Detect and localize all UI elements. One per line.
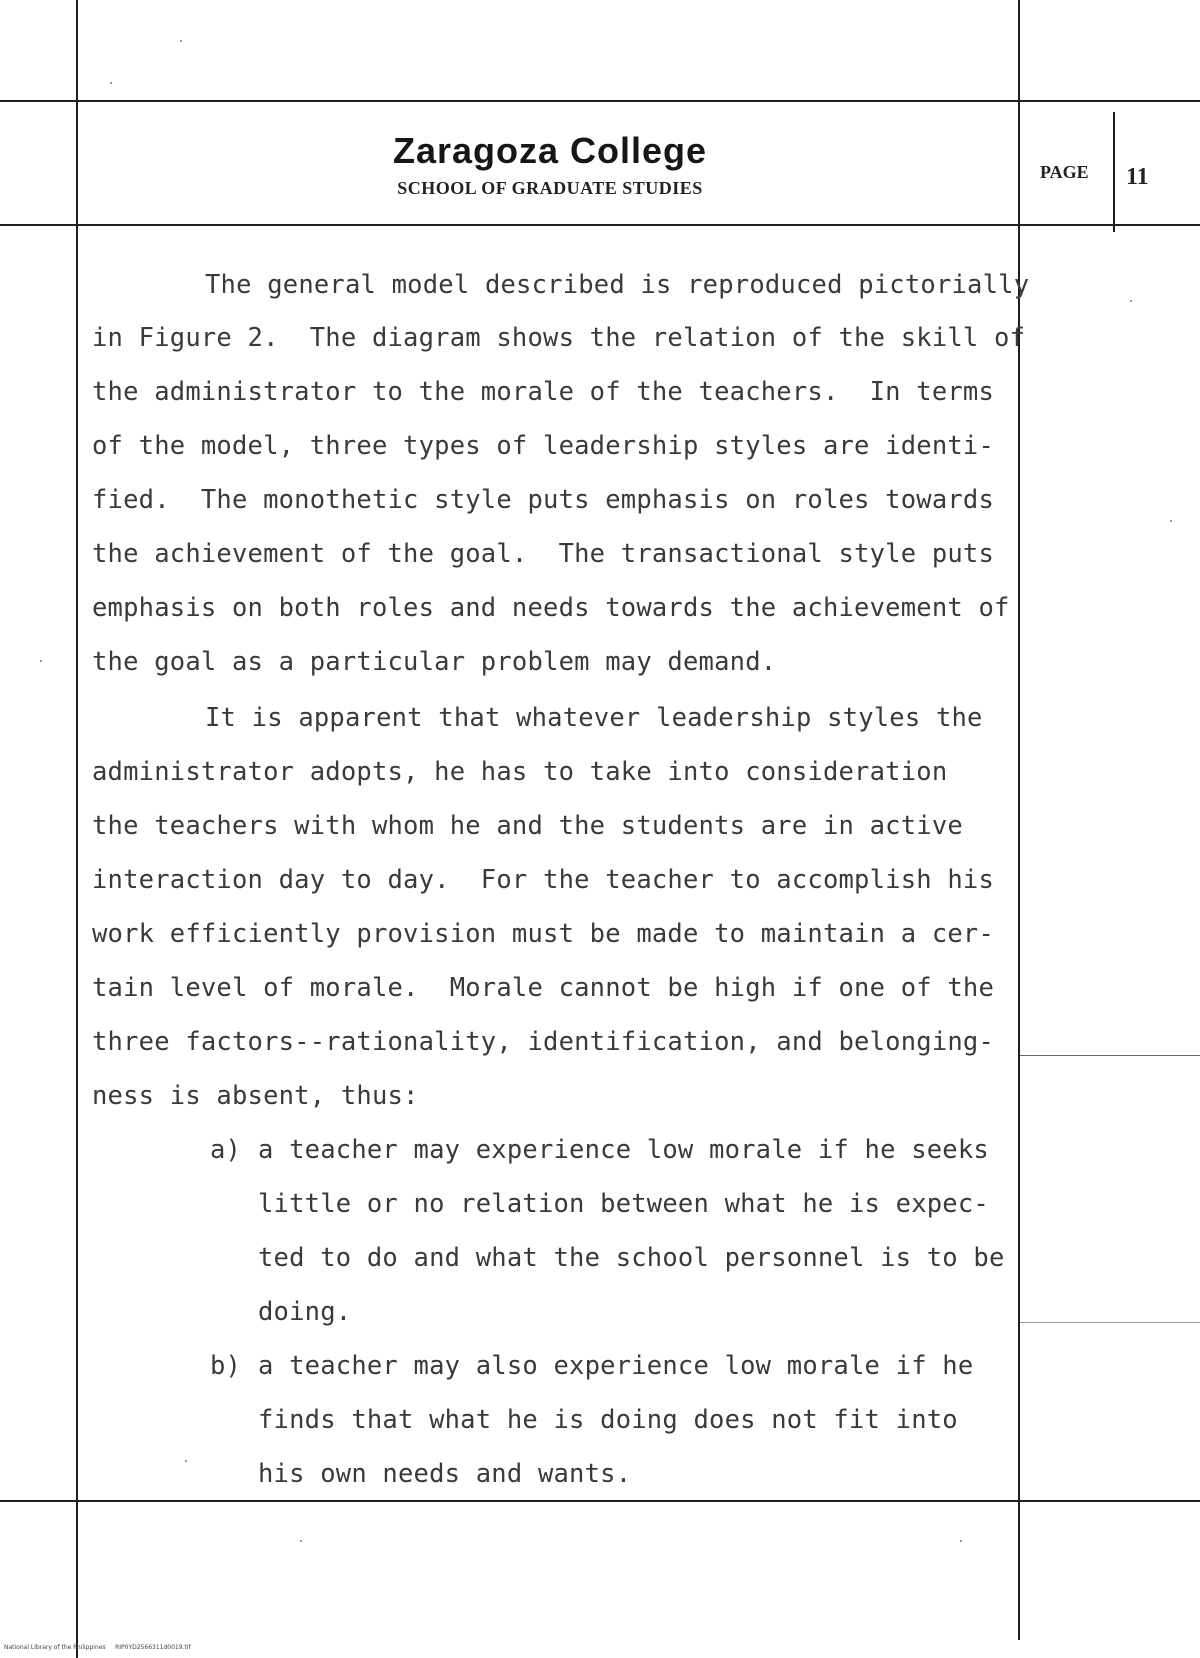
scan-speck <box>185 1460 187 1462</box>
paragraph-1-line: of the model, three types of leadership styles are identi- <box>92 431 995 461</box>
paragraph-1-line: the administrator to the morale of the teachers. In terms <box>92 377 995 407</box>
page-number: 11 <box>1126 164 1149 190</box>
paragraph-2-line: ness is absent, thus: <box>92 1081 419 1111</box>
scan-speck <box>1170 520 1172 522</box>
scan-speck <box>180 40 182 42</box>
page-label: PAGE <box>1040 162 1089 182</box>
institution-title: Zaragoza College <box>392 130 708 171</box>
paragraph-2-line: administrator adopts, he has to take into consideration <box>92 757 948 787</box>
paragraph-2-line: work efficiently provision must be made to maintain a cer- <box>92 919 995 949</box>
paragraph-1-line: fied. The monothetic style puts emphasis on roles towards <box>92 485 995 515</box>
scan-footer-note: National Library of the Philippines RIP0YD2566311d0019.tif <box>4 1644 191 1651</box>
paragraph-2-line: tain level of morale. Morale cannot be high if one of the <box>92 973 995 1003</box>
paragraph-2-line: three factors--rationality, identification, and belonging- <box>92 1027 995 1057</box>
list-item-b-line: his own needs and wants. <box>258 1459 632 1489</box>
paragraph-1-line: in Figure 2. The diagram shows the relation of the skill of <box>92 323 1026 353</box>
scan-speck <box>960 1540 962 1542</box>
left-margin-rule <box>76 0 78 1658</box>
list-item-a-line: ted to do and what the school personnel is to be <box>258 1243 1005 1273</box>
list-item-b-line: a teacher may also experience low morale if he <box>258 1351 974 1381</box>
list-item-a-line: a teacher may experience low morale if he seeks <box>258 1135 989 1165</box>
scan-speck <box>1130 300 1132 302</box>
paragraph-2-line: the teachers with whom he and the students are in active <box>92 811 963 841</box>
list-item-a-line: doing. <box>258 1297 352 1327</box>
paragraph-2-line: interaction day to day. For the teacher to accomplish his <box>92 865 995 895</box>
footer-rule <box>0 1500 1200 1502</box>
paragraph-1-line: emphasis on both roles and needs towards the achievement of <box>92 593 1010 623</box>
paragraph-1-line: The general model described is reproduced pictorially <box>205 270 1030 300</box>
header-top-rule <box>0 100 1200 102</box>
paragraph-2-line: It is apparent that whatever leadership styles the <box>205 703 983 733</box>
margin-tick-right <box>1020 1055 1200 1056</box>
list-item-b-line: finds that what he is doing does not fit into <box>258 1405 958 1435</box>
scan-speck <box>110 82 112 84</box>
header-bottom-rule <box>0 224 1200 226</box>
paragraph-1-line: the goal as a particular problem may demand. <box>92 647 777 677</box>
paragraph-1-line: the achievement of the goal. The transactional style puts <box>92 539 995 569</box>
page-box-divider <box>1113 112 1115 232</box>
list-marker-a: a) <box>210 1135 242 1165</box>
list-marker-b: b) <box>210 1351 242 1381</box>
scan-speck <box>40 660 42 662</box>
list-item-a-line: little or no relation between what he is expec- <box>258 1189 989 1219</box>
school-subtitle: SCHOOL OF GRADUATE STUDIES <box>397 178 703 198</box>
scan-speck <box>300 1540 302 1542</box>
